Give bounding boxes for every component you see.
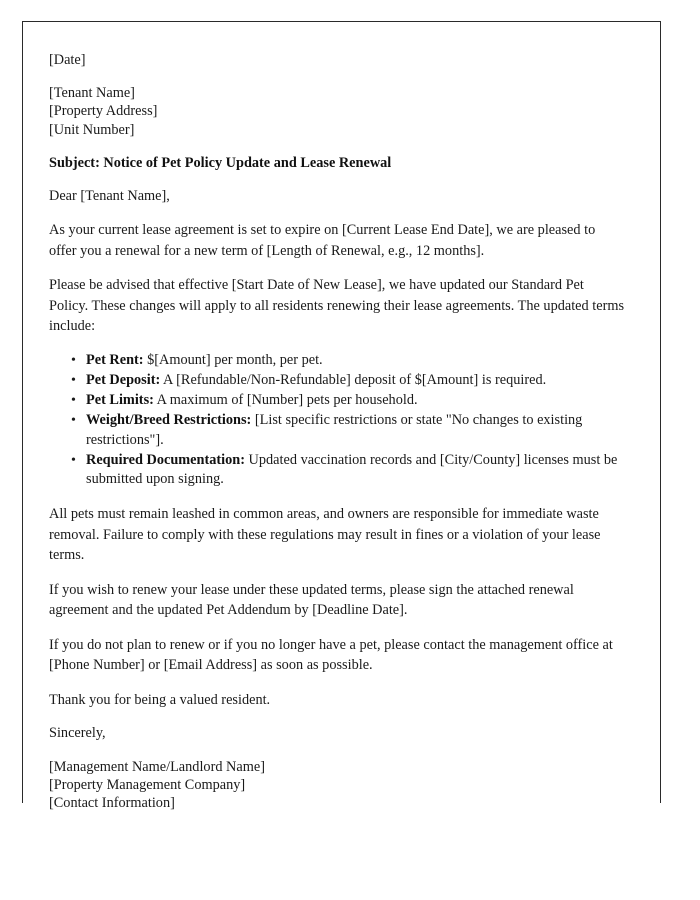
spacer <box>49 261 626 275</box>
term-label: Pet Limits: <box>86 391 154 408</box>
paragraph-no-renew-contact: If you do not plan to renew or if you no longer have a pet, please contact the management office at [Phone Number] or [Email Address] as soon as possible. <box>49 636 613 674</box>
term-text: A [Refundable/Non-Refundable] deposit of $[Amount] is required. <box>160 371 547 388</box>
spacer <box>49 172 626 187</box>
spacer <box>49 139 626 154</box>
paragraph-thank-you: Thank you for being a valued resident. <box>49 691 271 708</box>
spacer <box>49 710 626 724</box>
signature-company: [Property Management Company] <box>49 776 246 793</box>
list-item <box>49 411 626 450</box>
signature-block <box>49 758 626 813</box>
signature-management-name: [Management Name/Landlord Name] <box>49 758 265 775</box>
spacer <box>49 337 626 351</box>
list-item <box>49 351 626 371</box>
spacer <box>49 205 626 220</box>
spacer <box>49 743 626 758</box>
paragraph-leash-waste: All pets must remain leashed in common areas, and owners are responsible for immediate waste removal. Failure to comply with these regulations may result in fines or a violation of your lease terms. <box>49 506 601 564</box>
date-placeholder: [Date] <box>49 52 86 68</box>
pet-policy-terms-list <box>49 351 626 490</box>
paragraph-renewal-offer: As your current lease agreement is set to expire on [Current Lease End Date], we are pleased to offer you a renewal for a new term of [Length of Renewal, e.g., 12 months]. <box>49 222 596 259</box>
spacer <box>49 621 626 635</box>
paragraph-sign-instructions: If you wish to renew your lease under these updated terms, please sign the attached renewal agreement and the updated Pet Addendum by [Deadline Date]. <box>49 581 574 619</box>
list-item <box>49 371 626 391</box>
term-label: Required Documentation: <box>86 451 245 468</box>
recipient-address-block <box>49 84 626 139</box>
signature-contact-info: [Contact Information] <box>49 794 175 811</box>
term-text: $[Amount] per month, per pet. <box>143 351 323 368</box>
spacer <box>49 676 626 690</box>
recipient-tenant-name: [Tenant Name] <box>49 85 135 102</box>
document-page-frame <box>22 21 661 811</box>
list-item <box>49 391 626 411</box>
term-text: [List specific restrictions or state "No changes to existing restrictions"]. <box>86 412 583 448</box>
spacer <box>49 490 626 504</box>
term-label: Pet Rent: <box>86 351 144 368</box>
letter-body <box>49 51 626 812</box>
spacer <box>49 69 626 84</box>
list-item <box>49 451 626 490</box>
spacer <box>49 566 626 580</box>
subject-line: Subject: Notice of Pet Policy Update and Lease Renewal <box>49 154 392 171</box>
salutation: Dear [Tenant Name], <box>49 188 170 205</box>
term-label: Pet Deposit: <box>86 371 161 388</box>
term-text: Updated vaccination records and [City/County] licenses must be submitted upon signing. <box>86 451 618 488</box>
recipient-unit-number: [Unit Number] <box>49 121 135 138</box>
closing-salutation: Sincerely, <box>49 725 106 742</box>
term-label: Weight/Breed Restrictions: <box>86 412 252 428</box>
recipient-property-address: [Property Address] <box>49 103 158 120</box>
term-text: A maximum of [Number] pets per household. <box>153 391 418 408</box>
paragraph-policy-intro: Please be advised that effective [Start Date of New Lease], we have updated our Standard Pet Policy. These changes will apply to all residents renewing their lease agreements. The updated terms include: <box>49 277 625 335</box>
